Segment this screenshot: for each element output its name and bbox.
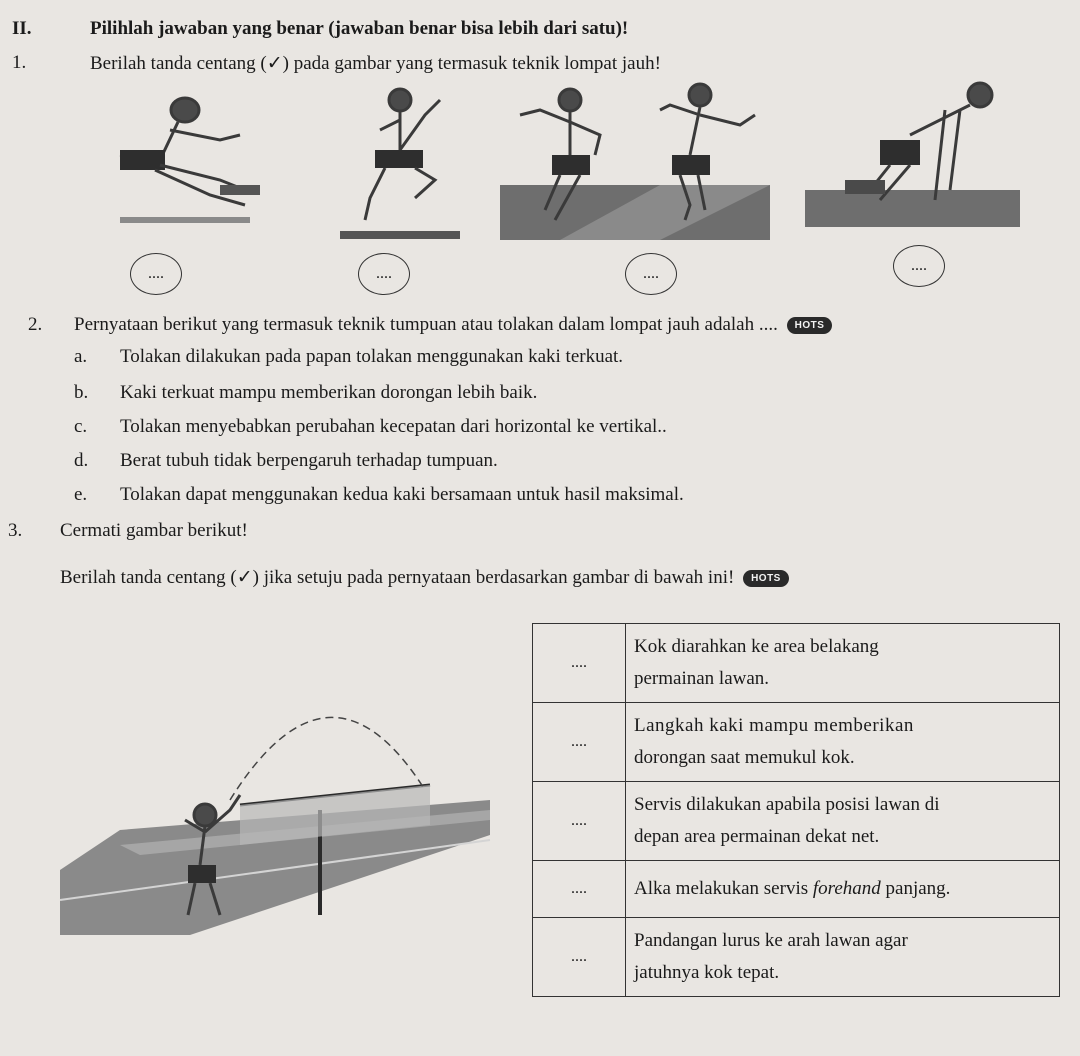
q3-instruction: Berilah tanda centang (✓) jika setuju pada pernyataan berdasarkan gambar di bawah ini! xyxy=(60,567,735,588)
statement-5-line-2: jatuhnya kok tepat. xyxy=(634,962,780,983)
q1-answer-circle-1[interactable]: .... xyxy=(130,253,182,295)
badminton-serve-illustration xyxy=(50,660,500,940)
q2-option-e-letter: e. xyxy=(74,484,88,505)
statement-4-blank[interactable]: .... xyxy=(533,861,626,918)
q2-text: Pernyataan berikut yang termasuk teknik tumpuan atau tolakan dalam lompat jauh adalah .... xyxy=(74,314,778,335)
hots-badge: HOTS xyxy=(787,317,833,334)
q2-option-d[interactable]: Berat tubuh tidak berpengaruh terhadap tumpuan. xyxy=(120,450,498,471)
q1-answer-circle-2[interactable]: .... xyxy=(358,253,410,295)
q3-text: Cermati gambar berikut! xyxy=(60,520,248,541)
q2-option-a[interactable]: Tolakan dilakukan pada papan tolakan menggunakan kaki terkuat. xyxy=(120,346,624,367)
q2-option-c[interactable]: Tolakan menyebabkan perubahan kecepatan dari horizontal ke vertikal.. xyxy=(120,416,667,437)
crouch-start-figure xyxy=(845,83,992,200)
q1-number: 1. xyxy=(12,52,27,73)
q3-instruction-row xyxy=(60,566,789,589)
running-track-2 xyxy=(805,190,1020,227)
q2-option-a-letter: a. xyxy=(74,346,88,367)
statement-2-line-1: Langkah kaki mampu memberikan xyxy=(634,715,914,736)
statement-1-line-1: Kok diarahkan ke area belakang xyxy=(634,636,879,657)
statement-4-line-1: Alka melakukan servis forehand panjang. xyxy=(634,878,951,899)
q1-answer-circle-3[interactable]: .... xyxy=(625,253,677,295)
q2-number: 2. xyxy=(28,314,43,335)
q2-option-c-letter: c. xyxy=(74,416,88,437)
q3-number: 3. xyxy=(8,520,23,541)
q2-option-d-letter: d. xyxy=(74,450,89,471)
hots-badge: HOTS xyxy=(743,570,789,587)
q1-answer-circle-4[interactable]: .... xyxy=(893,245,945,287)
statement-3-line-2: depan area permainan dekat net. xyxy=(634,826,880,847)
statement-2-blank[interactable]: .... xyxy=(533,703,626,782)
table-row xyxy=(533,624,1060,703)
statement-2-line-2: dorongan saat memukul kok. xyxy=(634,747,855,768)
statement-3-line-1: Servis dilakukan apabila posisi lawan di xyxy=(634,794,940,815)
table-row xyxy=(533,918,1060,997)
jumper-takeoff-figure xyxy=(340,89,460,235)
section-title: Pilihlah jawaban yang benar (jawaban benar bisa lebih dari satu)! xyxy=(90,18,629,39)
statement-3-blank[interactable]: .... xyxy=(533,782,626,861)
statement-5-line-1: Pandangan lurus ke arah lawan agar xyxy=(634,930,908,951)
statement-table xyxy=(532,623,1060,997)
q2-option-b-letter: b. xyxy=(74,382,89,403)
q2-option-e[interactable]: Tolakan dapat menggunakan kedua kaki bersamaan untuk hasil maksimal. xyxy=(120,484,684,505)
q2-option-b[interactable]: Kaki terkuat mampu memberikan dorongan lebih baik. xyxy=(120,382,538,403)
table-row xyxy=(533,861,1060,918)
q1-text: Berilah tanda centang (✓) pada gambar yang termasuk teknik lompat jauh! xyxy=(90,53,661,74)
section-number: II. xyxy=(12,18,32,39)
long-jump-illustration xyxy=(100,80,1030,300)
jumper-landing-figure xyxy=(120,98,260,220)
statement-5-blank[interactable]: .... xyxy=(533,918,626,997)
statement-1-blank[interactable]: .... xyxy=(533,624,626,703)
statement-1-line-2: permainan lawan. xyxy=(634,668,770,689)
table-row xyxy=(533,703,1060,782)
q2-text-row xyxy=(74,314,832,336)
table-row xyxy=(533,782,1060,861)
